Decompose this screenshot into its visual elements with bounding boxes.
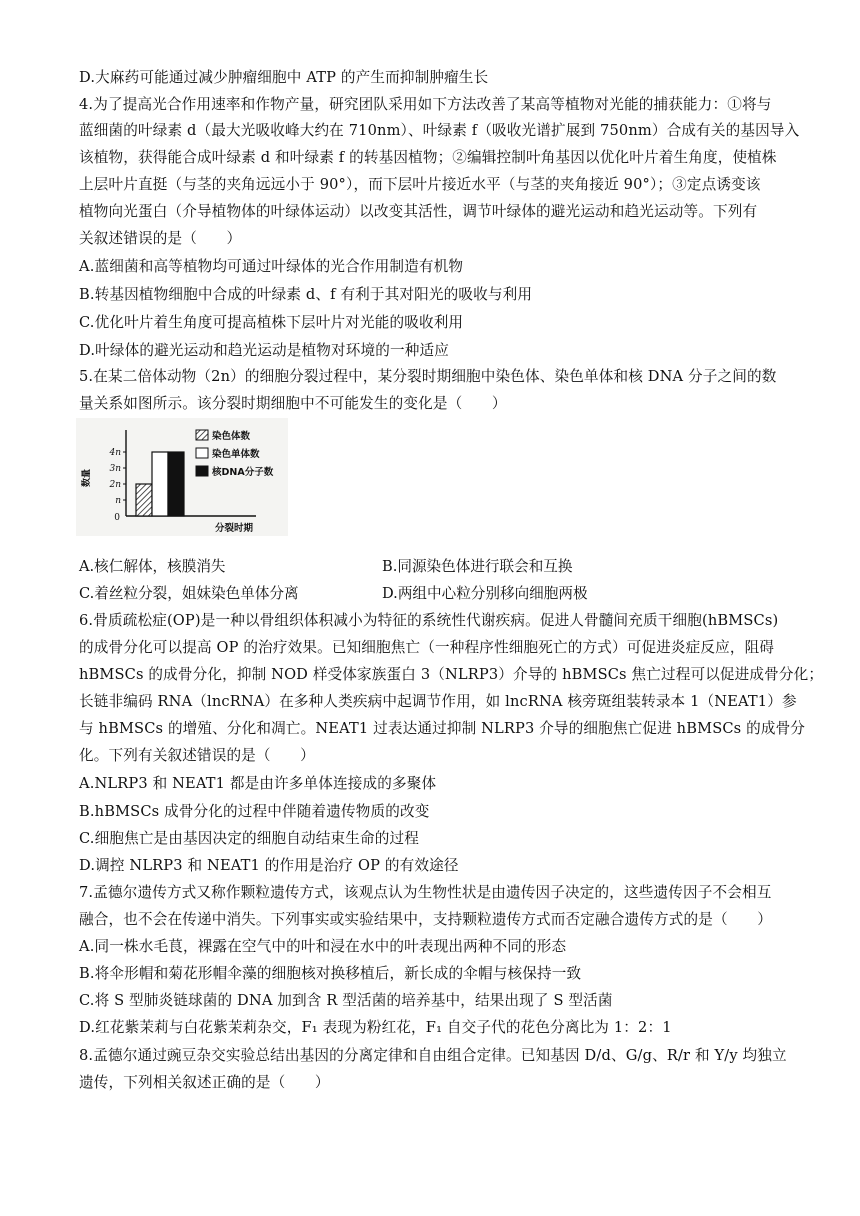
q6-stem-5: 与 hBMSCs 的增殖、分化和凋亡。NEAT1 过表达通过抑制 NLRP3 介导的细胞焦亡促进 hBMSCs 的成骨分 <box>79 720 806 737</box>
bar-chart-svg <box>76 418 288 536</box>
q4-stem-5: 植物向光蛋白（介导植物体的叶绿体运动）以改变其活性，调节叶绿体的避光运动和趋光运动等。下列有 <box>79 203 758 220</box>
q4-option-b: B.转基因植物细胞中合成的叶绿素 d、f 有利于其对阳光的吸收与利用 <box>79 286 533 303</box>
q7-option-a: A.同一株水毛茛，裸露在空气中的叶和浸在水中的叶表现出两种不同的形态 <box>79 938 567 955</box>
legend-swatch-1 <box>196 430 208 440</box>
q5-option-d: D.两组中心粒分别移向细胞两极 <box>382 585 588 602</box>
q4-option-d: D.叶绿体的避光运动和趋光运动是植物对环境的一种适应 <box>79 342 449 359</box>
x-axis-label: 分裂时期 <box>214 523 254 534</box>
q4-stem-1: 4.为了提高光合作用速率和作物产量，研究团队采用如下方法改善了某高等植物对光能的捕获能力：①将与 <box>79 96 772 113</box>
q7-option-c: C.将 S 型肺炎链球菌的 DNA 加到含 R 型活菌的培养基中，结果出现了 S 型活菌 <box>79 992 613 1009</box>
q4-stem-2: 蓝细菌的叶绿素 d（最大光吸收峰大约在 710nm）、叶绿素 f（吸收光谱扩展到 750nm）合成有关的基因导入 <box>79 122 800 139</box>
y-tick-label: 4n <box>109 448 121 458</box>
q6-stem-6: 化。下列有关叙述错误的是（ ） <box>79 747 315 764</box>
q5-option-c: C.着丝粒分裂，姐妹染色单体分离 <box>79 585 299 602</box>
q7-stem-2: 融合，也不会在传递中消失。下列事实或实验结果中，支持颗粒遗传方式而否定融合遗传方式的是（ ） <box>79 911 772 928</box>
y-tick-label: 2n <box>109 480 121 490</box>
origin-label: 0 <box>114 513 120 523</box>
q4-stem-6: 关叙述错误的是（ ） <box>79 230 242 247</box>
q4-option-a: A.蓝细菌和高等植物均可通过叶绿体的光合作用制造有机物 <box>79 258 464 275</box>
q5-options-row-2 <box>79 584 819 604</box>
bar-chart <box>76 418 288 536</box>
q6-stem-4: 长链非编码 RNA（lncRNA）在多种人类疾病中起调节作用，如 lncRNA 核旁斑组装转录本 1（NEAT1）参 <box>79 693 797 710</box>
q6-stem-2: 的成骨分化可以提高 OP 的治疗效果。已知细胞焦亡（一种程序性细胞死亡的方式）可促进炎症反应，阻碍 <box>79 639 775 656</box>
y-axis-label: 数量 <box>82 468 92 488</box>
q8-stem-1: 8.孟德尔通过豌豆杂交实验总结出基因的分离定律和自由组合定律。已知基因 D/d、G/g、R/r 和 Y/y 均独立 <box>79 1047 787 1064</box>
q6-option-b: B.hBMSCs 成骨分化的过程中伴随着遗传物质的改变 <box>79 803 430 820</box>
bar-1 <box>136 484 152 516</box>
q6-stem-3: hBMSCs 的成骨分化，抑制 NOD 样受体家族蛋白 3（NLRP3）介导的 hBMSCs 焦亡过程可以促进成骨分化； <box>79 666 824 683</box>
q5-stem-1: 5.在某二倍体动物（2n）的细胞分裂过程中，某分裂时期细胞中染色体、染色单体和核 DNA 分子之间的数 <box>79 368 777 385</box>
q4-stem-3: 该植物，获得能合成叶绿素 d 和叶绿素 f 的转基因植物；②编辑控制叶角基因以优化叶片着生角度，使植株 <box>79 149 777 166</box>
legend-label-3: 核DNA分子数 <box>212 467 274 478</box>
q4-stem-4: 上层叶片直挺（与茎的夹角远远小于 90°），而下层叶片接近水平（与茎的夹角接近 90°）；③定点诱变该 <box>79 176 761 193</box>
q4-option-c: C.优化叶片着生角度可提高植株下层叶片对光能的吸收利用 <box>79 314 464 331</box>
q7-stem-1: 7.孟德尔遗传方式又称作颗粒遗传方式，该观点认为生物性状是由遗传因子决定的，这些遗传因子不会相互 <box>79 884 772 901</box>
bar-2 <box>152 452 168 516</box>
legend-label-1: 染色体数 <box>212 431 251 442</box>
q7-option-d: D.红花紫茉莉与白花紫茉莉杂交，F₁ 表现为粉红花，F₁ 自交子代的花色分离比为 1：2：1 <box>79 1019 672 1036</box>
legend-label-2: 染色单体数 <box>212 449 260 460</box>
q6-option-c: C.细胞焦亡是由基因决定的细胞自动结束生命的过程 <box>79 830 419 847</box>
q5-stem-2: 量关系如图所示。该分裂时期细胞中不可能发生的变化是（ ） <box>79 395 507 412</box>
q3-option-d: D.大麻药可能通过减少肿瘤细胞中 ATP 的产生而抑制肿瘤生长 <box>79 69 489 86</box>
legend-swatch-2 <box>196 448 208 458</box>
q5-option-b: B.同源染色体进行联会和互换 <box>382 558 573 575</box>
bar-3 <box>168 452 184 516</box>
y-tick-label: n <box>115 496 121 506</box>
q6-option-d: D.调控 NLRP3 和 NEAT1 的作用是治疗 OP 的有效途径 <box>79 857 459 874</box>
legend-swatch-3 <box>196 466 208 476</box>
y-tick-label: 3n <box>109 464 121 474</box>
q8-stem-2: 遗传，下列相关叙述正确的是（ ） <box>79 1074 330 1091</box>
q6-option-a: A.NLRP3 和 NEAT1 都是由许多单体连接成的多聚体 <box>79 775 437 792</box>
q5-option-a: A.核仁解体，核膜消失 <box>79 558 226 575</box>
q5-options-row-1 <box>79 557 819 577</box>
q6-stem-1: 6.骨质疏松症(OP)是一种以骨组织体积减小为特征的系统性代谢疾病。促进人骨髓间充质干细胞(hBMSCs) <box>79 612 779 629</box>
q7-option-b: B.将伞形帽和菊花形帽伞藻的细胞核对换移植后，新长成的伞帽与核保持一致 <box>79 965 582 982</box>
